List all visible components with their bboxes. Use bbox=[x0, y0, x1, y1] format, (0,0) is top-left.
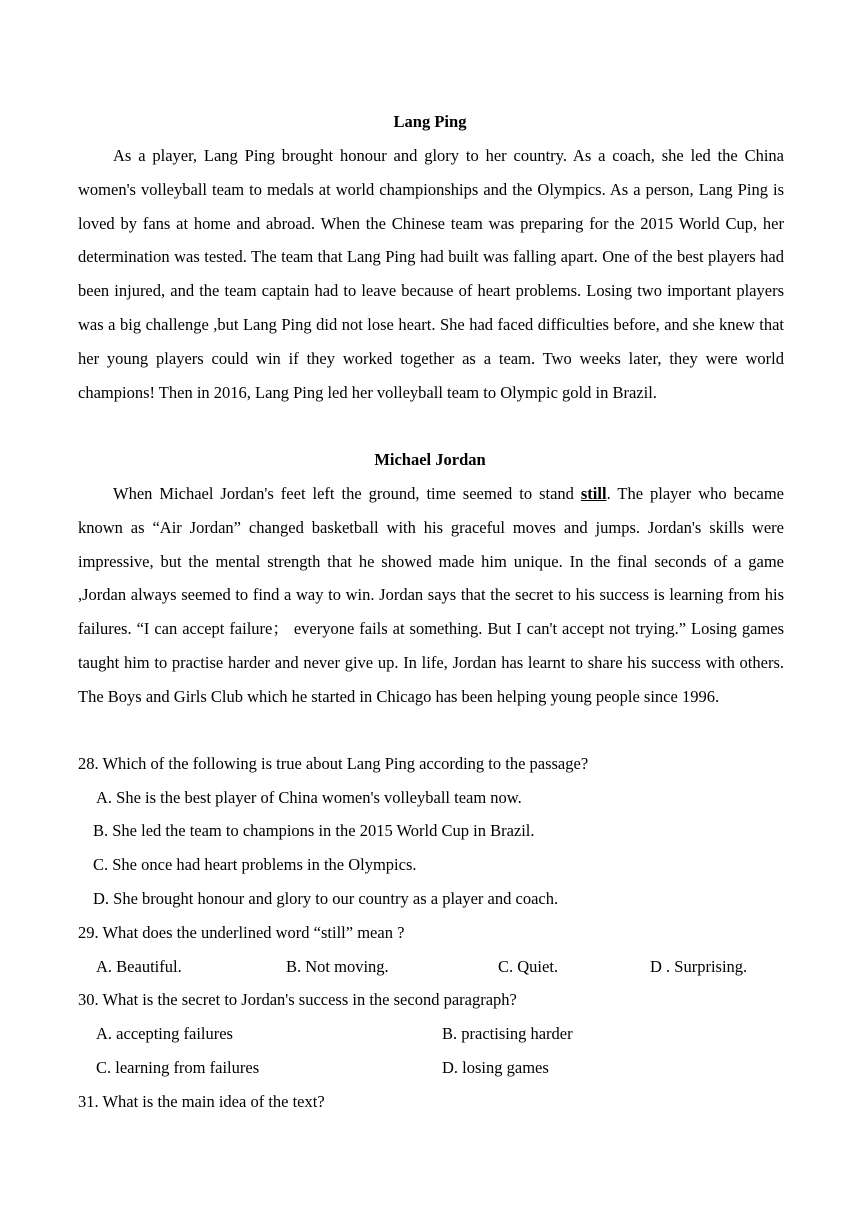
question-29-option-d: D . Surprising. bbox=[650, 957, 748, 976]
underlined-word: still bbox=[580, 484, 607, 503]
question-30-option-d: D. losing games bbox=[442, 1058, 549, 1077]
question-28-stem: 28. Which of the following is true about Lang Ping according to the passage? bbox=[78, 754, 589, 773]
question-29-stem: 29. What does the underlined word “still” mean ? bbox=[78, 923, 405, 942]
question-28-option-a: A. She is the best player of China women's volleyball team now. bbox=[96, 788, 522, 807]
question-31-stem: 31. What is the main idea of the text? bbox=[78, 1092, 325, 1111]
question-28-option-b: B. She led the team to champions in the 2015 World Cup in Brazil. bbox=[93, 821, 535, 840]
passage-body-lang-ping: As a player, Lang Ping brought honour and glory to her country. As a coach, she led the China women's volleyball team to medals at world championships and the Olympics. As a person, Lang Ping is loved by fans at home and abroad. When the Chinese team was preparing for the 2015 World Cup, her determination was tested. The team that Lang Ping had built was falling apart. One of the best players had been injured, and the team captain had to leave because of heart problems. Losing two important players was a big challenge ,but Lang Ping did not lose heart. She had faced difficulties before, and she knew that her young players could win if they worked together as a team. Two weeks later, they were world champions! Then in 2016, Lang Ping led her volleyball team to Olympic gold in Brazil. bbox=[78, 146, 784, 402]
question-29-option-a: A. Beautiful. bbox=[96, 957, 182, 976]
passage-title-michael-jordan: Michael Jordan bbox=[374, 450, 486, 469]
question-28-option-d: D. She brought honour and glory to our country as a player and coach. bbox=[93, 889, 559, 908]
passage-body-michael-jordan bbox=[78, 477, 784, 714]
question-28-option-c: C. She once had heart problems in the Olympics. bbox=[93, 855, 417, 874]
question-30-stem: 30. What is the secret to Jordan's success in the second paragraph? bbox=[78, 990, 517, 1009]
passage-text-part: When Michael Jordan's feet left the ground, time seemed to stand bbox=[113, 484, 581, 503]
question-29-option-b: B. Not moving. bbox=[286, 957, 389, 976]
passage-title-lang-ping: Lang Ping bbox=[393, 112, 467, 131]
question-29-option-c: C. Quiet. bbox=[498, 957, 559, 976]
question-30-option-b: B. practising harder bbox=[442, 1024, 573, 1043]
question-30-option-c: C. learning from failures bbox=[96, 1058, 260, 1077]
passage-text-part: . The player who became known as “Air Jordan” changed basketball with his graceful moves and jumps. Jordan's skills were impressive, but the mental strength that he showed made him unique. In the final seconds of a game ,Jordan always seemed to find a way to win. Jordan says that the secret to his success is learning from his failures. “I can accept failure； everyone fails at something. But I can't accept not trying.” Losing games taught him to practise harder and never give up. In life, Jordan has learnt to share his success with others. The Boys and Girls Club which he started in Chicago has been helping young people since 1996. bbox=[78, 484, 785, 706]
question-30-option-a: A. accepting failures bbox=[96, 1024, 233, 1043]
